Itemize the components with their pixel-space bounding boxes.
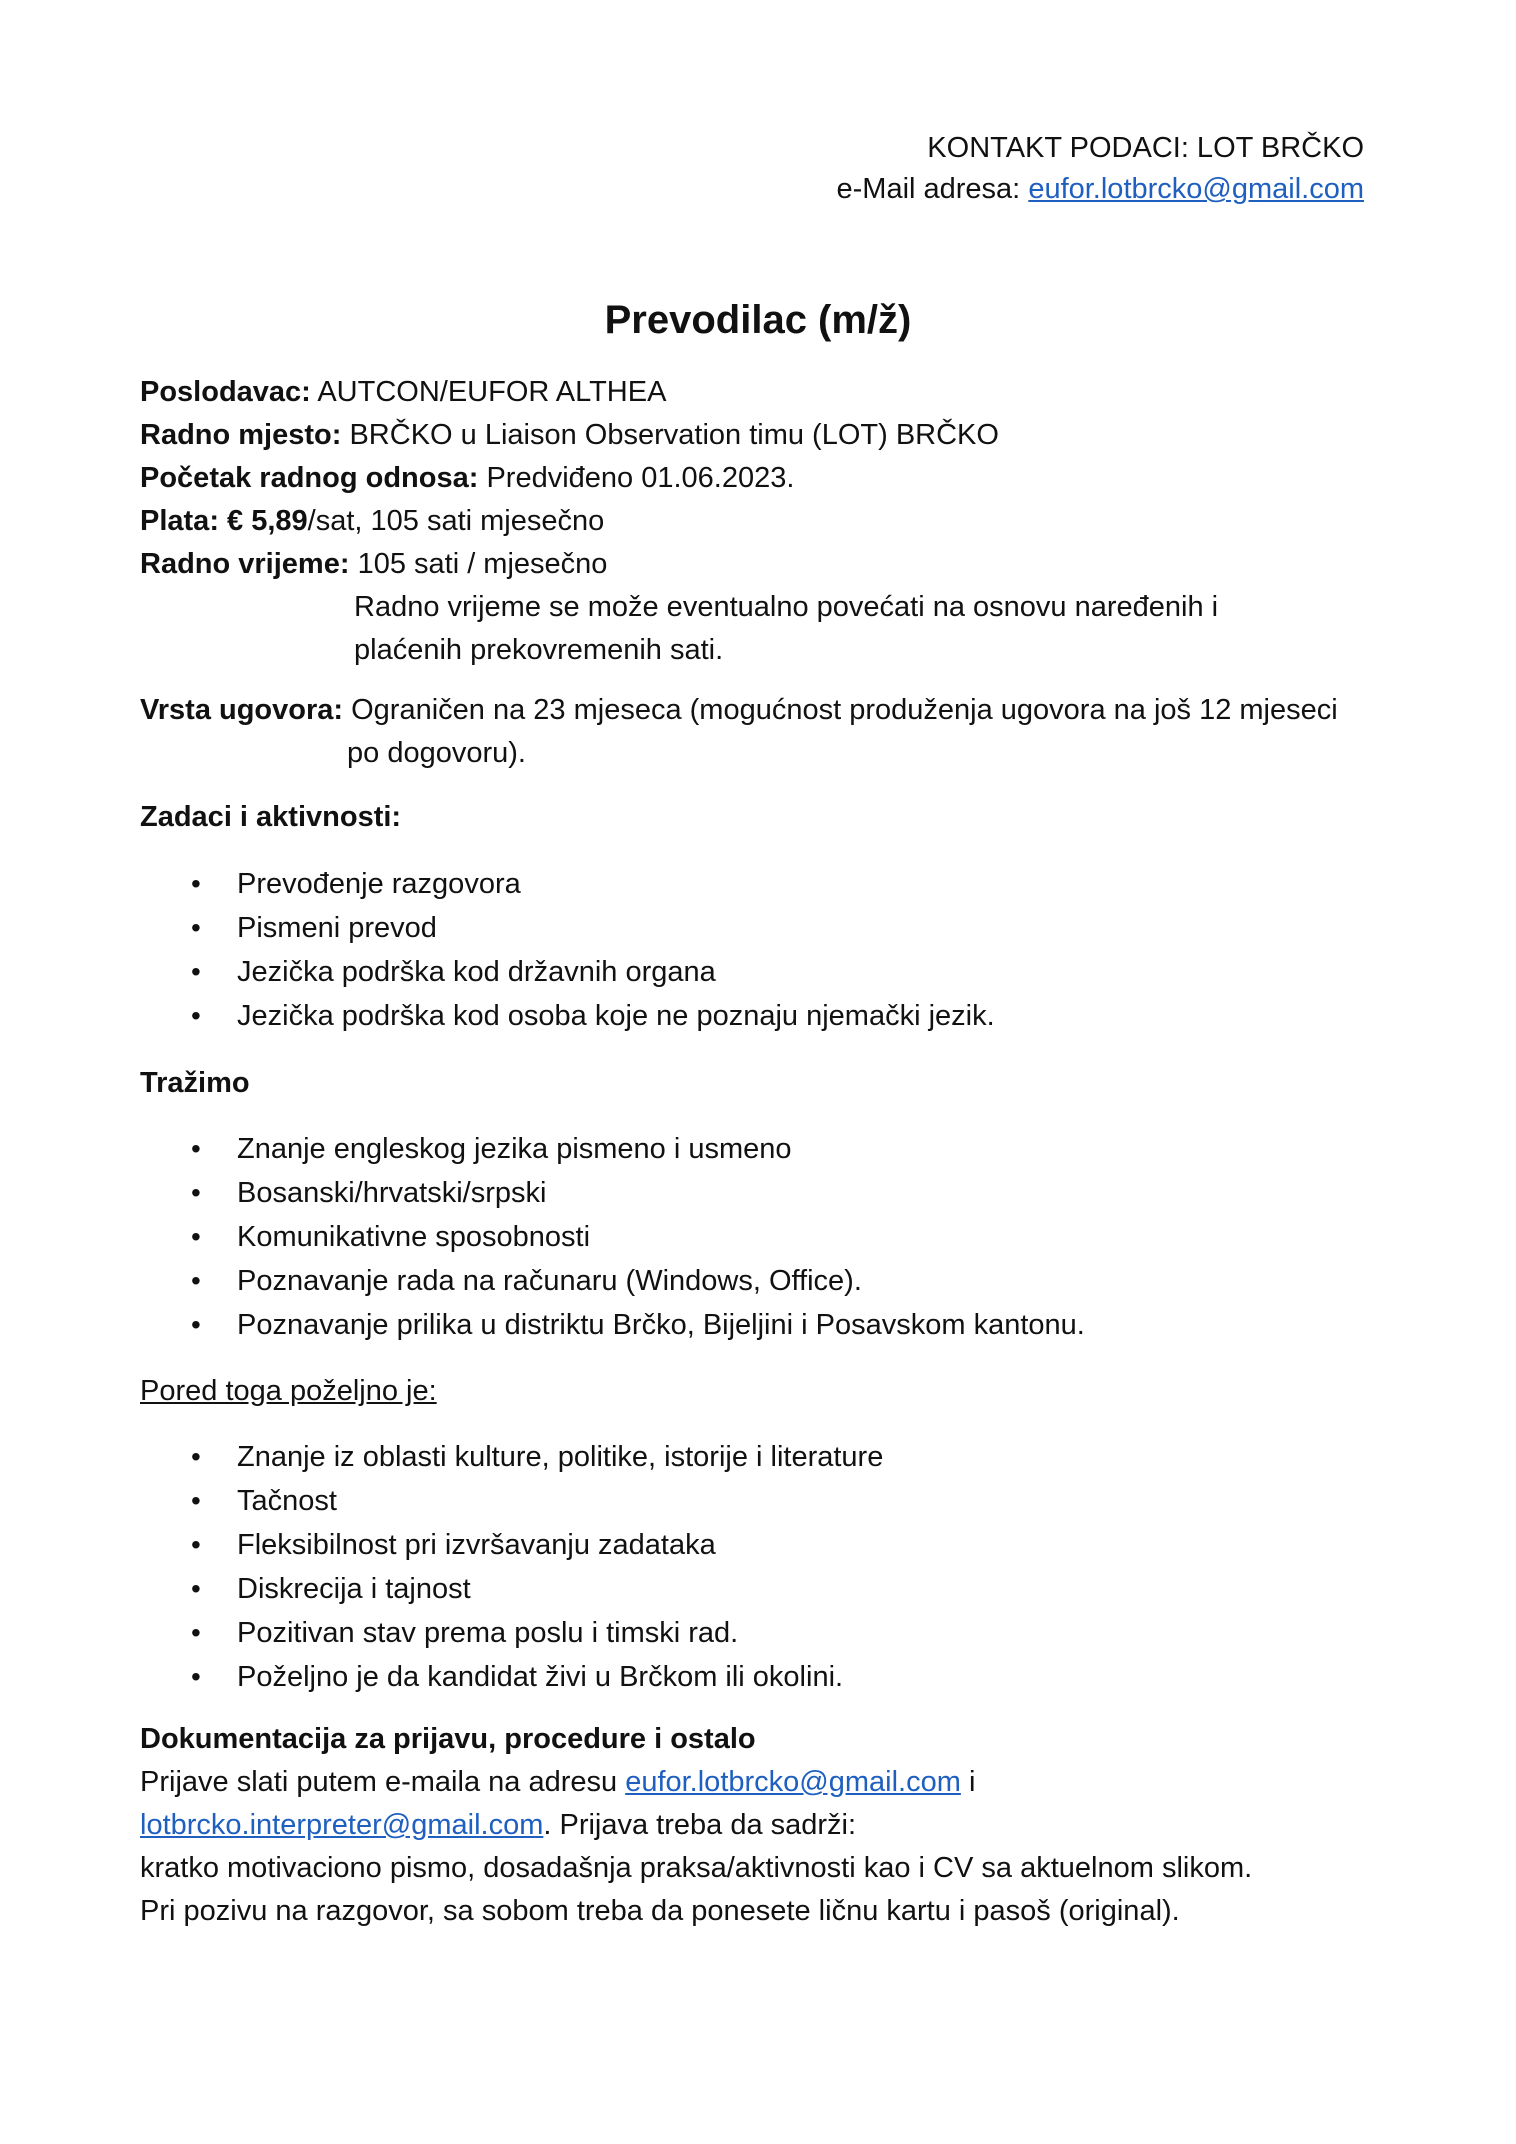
desirable-heading-text: Pored toga poželjno je: [140, 1375, 437, 1407]
list-item-text: Bosanski/hrvatski/srpski [237, 1177, 547, 1209]
bullet-icon: • [191, 1000, 201, 1031]
requirements-list [140, 1127, 1380, 1347]
list-item-text: Tačnost [237, 1485, 337, 1517]
application-text: Prijave slati putem e-maila na adresu [140, 1766, 618, 1798]
list-item [140, 1611, 1380, 1655]
list-item-text: Jezička podrška kod osoba koje ne poznaju njemački jezik. [237, 1000, 995, 1032]
list-item [140, 906, 1380, 950]
list-item [140, 1567, 1380, 1611]
desirable-list [140, 1435, 1380, 1699]
requirements-heading [140, 1062, 1380, 1105]
bullet-icon: • [191, 1529, 201, 1560]
contract-value: Ograničen na 23 mjeseca (mogućnost produženja ugovora na još 12 mjeseci [351, 694, 1338, 726]
pay-label: Plata: € 5,89 [140, 505, 308, 537]
contact-email-line [837, 169, 1365, 210]
location-label: Radno mjesto: [140, 419, 342, 451]
job-info [140, 371, 1380, 672]
bullet-icon: • [191, 1133, 201, 1164]
application-and: i [968, 1766, 976, 1798]
bullet-icon: • [191, 868, 201, 899]
list-item-text: Jezička podrška kod državnih organa [237, 956, 716, 988]
bullet-icon: • [191, 1661, 201, 1692]
requirements-heading-text: Tražimo [140, 1067, 250, 1099]
application-line-2 [140, 1804, 1380, 1847]
hours-row [140, 543, 1380, 586]
bullet-icon: • [191, 956, 201, 987]
application-text-2: . Prijava treba da sadrži: [543, 1809, 857, 1841]
contract-row [140, 689, 1380, 732]
application-heading: Dokumentacija za prijavu, procedure i ostalo [140, 1723, 756, 1755]
contract-label: Vrsta ugovora: [140, 694, 344, 726]
application-line-4: Pri pozivu na razgovor, sa sobom treba da ponesete ličnu kartu i pasoš (original). [140, 1895, 1180, 1927]
list-item-text: Prevođenje razgovora [237, 868, 521, 900]
employer-value: AUTCON/EUFOR ALTHEA [317, 376, 667, 408]
list-item [140, 1479, 1380, 1523]
application-section [140, 1718, 1380, 1933]
start-value: Predviđeno 01.06.2023. [486, 462, 795, 494]
location-value: BRČKO u Liaison Observation timu (LOT) BRČKO [349, 419, 999, 451]
requirements-list-wrap [140, 1127, 1380, 1347]
bullet-icon: • [191, 1617, 201, 1648]
contact-email-link[interactable]: eufor.lotbrcko@gmail.com [1028, 173, 1364, 205]
hours-value: 105 sati / mjesečno [357, 548, 608, 580]
bullet-icon: • [191, 1573, 201, 1604]
list-item [140, 1303, 1380, 1347]
tasks-heading [140, 796, 1380, 839]
list-item [140, 1655, 1380, 1699]
list-item [140, 1127, 1380, 1171]
start-label: Početak radnog odnosa: [140, 462, 479, 494]
hours-label: Radno vrijeme: [140, 548, 350, 580]
bullet-icon: • [191, 1441, 201, 1472]
desirable-heading [140, 1370, 1380, 1413]
list-item-text: Poznavanje rada na računaru (Windows, Office). [237, 1265, 862, 1297]
location-row [140, 414, 1380, 457]
bullet-icon: • [191, 1485, 201, 1516]
tasks-list-wrap [140, 862, 1380, 1038]
list-item-text: Poželjno je da kandidat živi u Brčkom ili okolini. [237, 1661, 844, 1693]
bullet-icon: • [191, 1177, 201, 1208]
list-item [140, 1171, 1380, 1215]
application-line-3: kratko motivaciono pismo, dosadašnja praksa/aktivnosti kao i CV sa aktuelnom slikom. [140, 1852, 1253, 1884]
bullet-icon: • [191, 1309, 201, 1340]
employer-row [140, 371, 1380, 414]
list-item [140, 950, 1380, 994]
page-title: Prevodilac (m/ž) [604, 298, 912, 342]
application-email-link-1[interactable]: eufor.lotbrcko@gmail.com [625, 1766, 961, 1798]
desirable-list-wrap [140, 1435, 1380, 1699]
email-label: e-Mail adresa: [836, 173, 1021, 205]
application-line-1 [140, 1761, 1380, 1804]
bullet-icon: • [191, 1265, 201, 1296]
contact-line: KONTAKT PODACI: LOT BRČKO [927, 132, 1364, 164]
start-row [140, 457, 1380, 500]
contact-block [837, 128, 1365, 210]
employer-label: Poslodavac: [140, 376, 311, 408]
contract-value-line-2: po dogovoru). [347, 737, 526, 769]
hours-note-line-2: plaćenih prekovremenih sati. [354, 634, 724, 666]
list-item-text: Komunikativne sposobnosti [237, 1221, 591, 1253]
contract-section [140, 689, 1380, 775]
hours-note-line-1: Radno vrijeme se može eventualno povećati na osnovu naređenih i [354, 591, 1219, 623]
list-item-text: Znanje engleskog jezika pismeno i usmeno [237, 1133, 792, 1165]
bullet-icon: • [191, 912, 201, 943]
list-item-text: Diskrecija i tajnost [237, 1573, 471, 1605]
pay-value: /sat, 105 sati mjesečno [307, 505, 605, 537]
list-item [140, 1215, 1380, 1259]
list-item-text: Fleksibilnost pri izvršavanju zadataka [237, 1529, 716, 1561]
application-email-link-2[interactable]: lotbrcko.interpreter@gmail.com [140, 1809, 544, 1841]
list-item-text: Znanje iz oblasti kulture, politike, istorije i literature [237, 1441, 884, 1473]
list-item-text: Pismeni prevod [237, 912, 437, 944]
list-item [140, 1259, 1380, 1303]
list-item [140, 862, 1380, 906]
tasks-heading-text: Zadaci i aktivnosti: [140, 801, 402, 833]
list-item-text: Poznavanje prilika u distriktu Brčko, Bijeljini i Posavskom kantonu. [237, 1309, 1085, 1341]
list-item [140, 1435, 1380, 1479]
bullet-icon: • [191, 1221, 201, 1252]
list-item [140, 994, 1380, 1038]
tasks-list [140, 862, 1380, 1038]
list-item-text: Pozitivan stav prema poslu i timski rad. [237, 1617, 739, 1649]
list-item [140, 1523, 1380, 1567]
pay-row [140, 500, 1380, 543]
